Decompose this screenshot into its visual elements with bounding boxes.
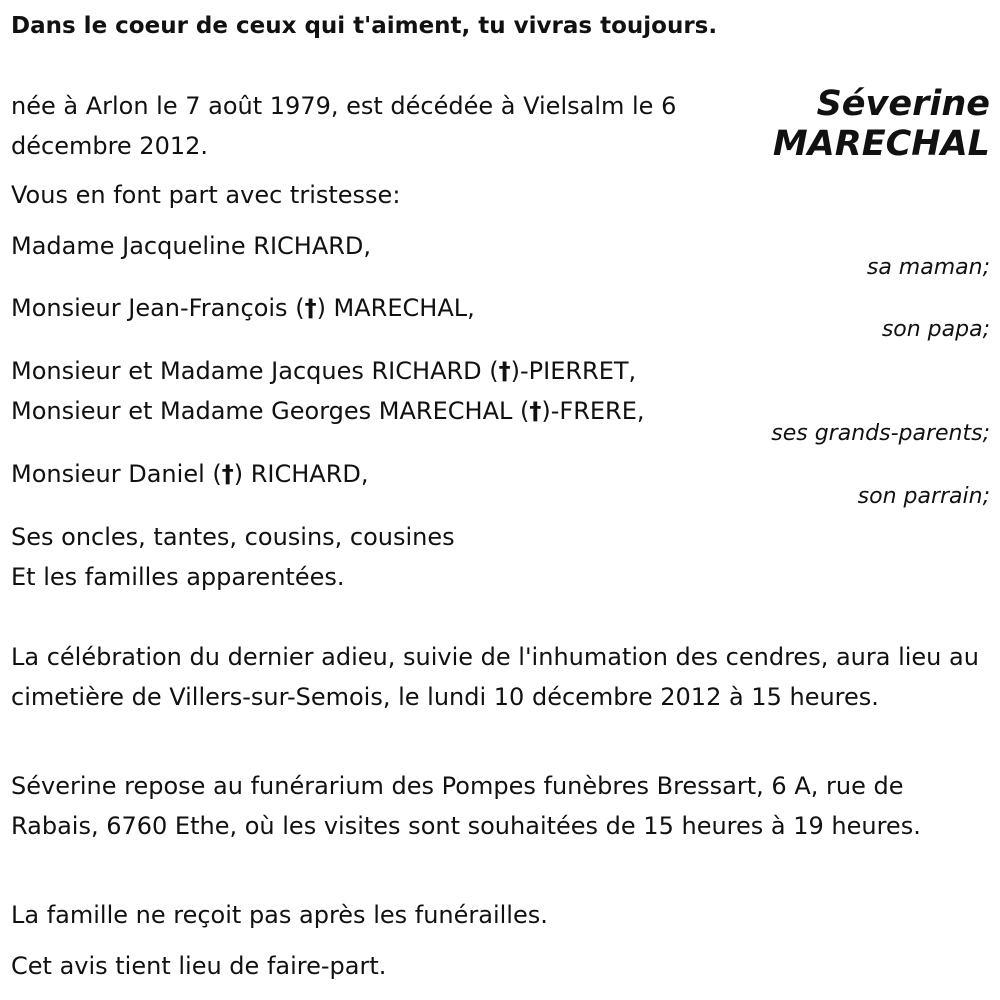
ceremony-paragraph: La célébration du dernier adieu, suivie de l'inhumation des cendres, aura lieu au cimetière de Villers-sur-Semois, le lundi 10 décembre 2012 à 15 heures.	[11, 643, 979, 711]
family-grandparents-2	[11, 391, 645, 431]
deceased-last-name: MARECHAL	[772, 124, 990, 164]
godfather-suffix: ) RICHARD,	[233, 460, 369, 488]
father-suffix: ) MARECHAL,	[316, 294, 475, 322]
announcement-intro: Vous en font part avec tristesse:	[11, 181, 401, 209]
family-others-line-2: Et les familles apparentées.	[11, 563, 345, 591]
cross-icon: †	[221, 460, 234, 488]
epitaph: Dans le coeur de ceux qui t'aiment, tu vivras toujours.	[11, 13, 718, 39]
father-prefix: Monsieur Jean-François (	[11, 294, 305, 322]
birth-death-line-2: décembre 2012.	[11, 132, 209, 160]
relation-mother: sa maman;	[866, 255, 990, 280]
cross-icon: †	[304, 294, 317, 322]
cross-icon: †	[529, 397, 542, 425]
relation-godfather: son parrain;	[857, 484, 990, 509]
grandparents-2-suffix: )-FRERE,	[541, 397, 645, 425]
grandparents-1-prefix: Monsieur et Madame Jacques RICHARD (	[11, 357, 499, 385]
notice-note: Cet avis tient lieu de faire-part.	[11, 952, 387, 980]
deceased-name	[773, 84, 990, 164]
deceased-first-name: Séverine	[816, 84, 990, 124]
family-others-line-1: Ses oncles, tantes, cousins, cousines	[11, 523, 455, 551]
grandparents-2-prefix: Monsieur et Madame Georges MARECHAL (	[11, 397, 530, 425]
relation-grandparents: ses grands-parents;	[771, 421, 990, 446]
family-mother: Madame Jacqueline RICHARD,	[11, 232, 372, 260]
grandparents-1-suffix: )-PIERRET,	[510, 357, 637, 385]
cross-icon: †	[498, 357, 511, 385]
relation-father: son papa;	[881, 317, 990, 342]
birth-death-line-1: née à Arlon le 7 août 1979, est décédée à Vielsalm le 6	[11, 92, 677, 120]
family-grandparents-1	[11, 351, 636, 391]
family-godfather	[11, 454, 369, 494]
godfather-prefix: Monsieur Daniel (	[11, 460, 222, 488]
family-father	[11, 288, 475, 328]
rest-place-paragraph: Séverine repose au funérarium des Pompes funèbres Bressart, 6 A, rue de Rabais, 6760 Ethe, où les visites sont souhaitées de 15 heures à 19 heures.	[11, 772, 921, 840]
reception-note: La famille ne reçoit pas après les funérailles.	[11, 901, 548, 929]
